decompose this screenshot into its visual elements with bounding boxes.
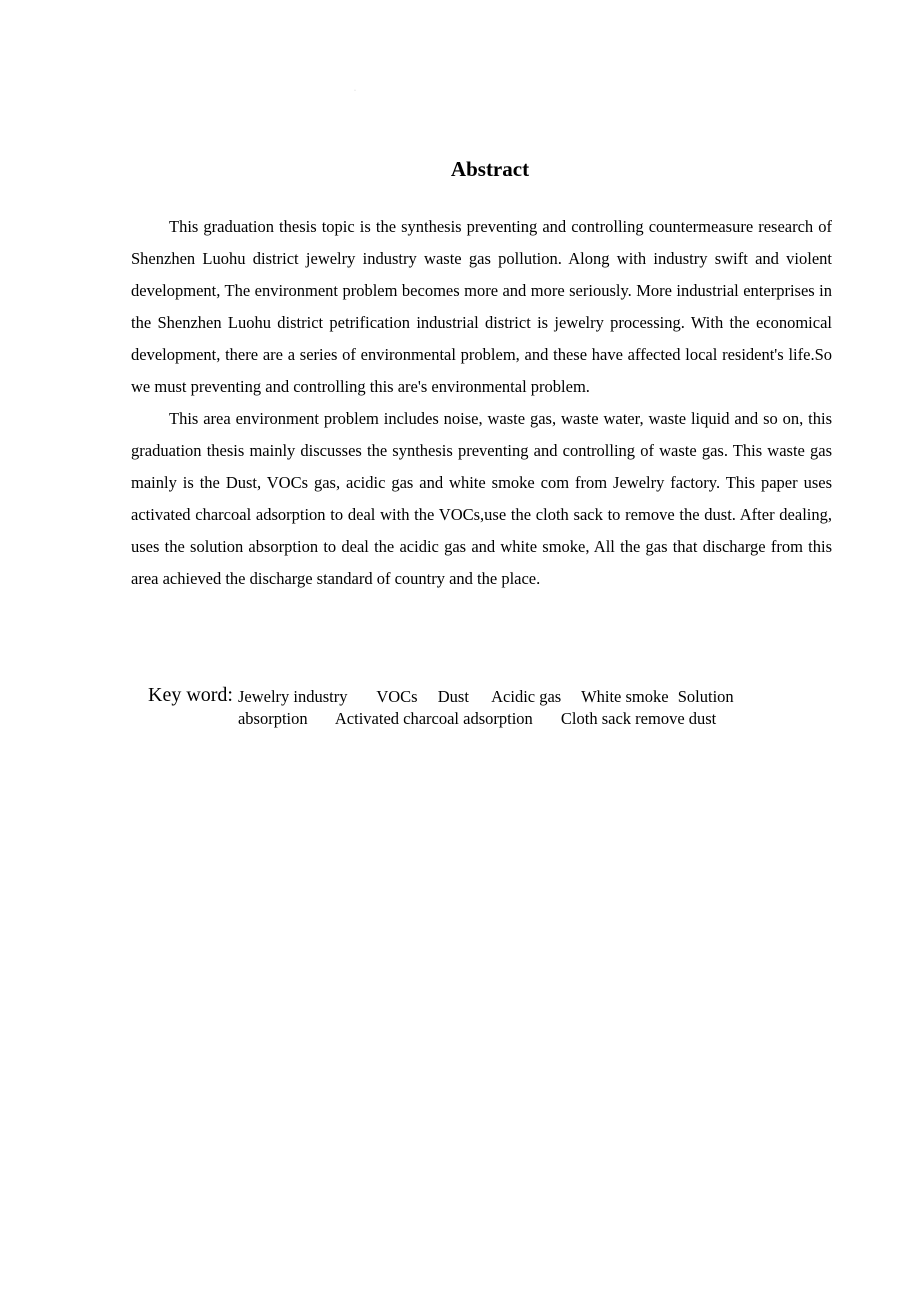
keyword-item: Jewelry industry xyxy=(237,687,348,706)
abstract-paragraph-2: This area environment problem includes noise, waste gas, waste water, waste liquid and so on, this graduation thesis mainly discusses the synthesis preventing and controlling of waste gas. This waste gas mainly is the Dust, VOCs gas, acidic gas and white smoke com from Jewelry factory. This paper uses activated charcoal adsorption to deal with the VOCs,use the cloth sack to remove the dust. After dealing, uses the solution absorption to deal the acidic gas and white smoke, All the gas that discharge from this area achieved the discharge standard of country and the place. xyxy=(131,409,832,588)
keyword-item: Dust xyxy=(437,687,469,706)
keyword-item: Solution absorption xyxy=(237,687,734,728)
keyword-item: VOCs xyxy=(376,687,418,706)
keywords-list xyxy=(238,683,778,730)
keyword-item: Acidic gas xyxy=(491,687,562,706)
keyword-item: Cloth sack remove dust xyxy=(560,709,717,728)
abstract-paragraph-1: This graduation thesis topic is the synthesis preventing and controlling countermeasure research of Shenzhen Luohu district jewelry industry waste gas pollution. Along with industry swift and violent development, The environment problem becomes more and more seriously. More industrial enterprises in the Shenzhen Luohu district petrification industrial district is jewelry processing. With the economical development, there are a series of environmental problem, and these have affected local resident's life.So we must preventing and controlling this are's environmental problem. xyxy=(131,217,832,396)
keywords-label: Key word: xyxy=(148,684,233,706)
abstract-title: Abstract xyxy=(450,157,530,181)
keywords-section xyxy=(148,683,788,730)
stray-mark: · xyxy=(354,88,356,94)
keyword-item: Activated charcoal adsorption xyxy=(334,709,533,728)
abstract-body xyxy=(131,211,832,595)
keyword-item: White smoke xyxy=(581,687,669,706)
